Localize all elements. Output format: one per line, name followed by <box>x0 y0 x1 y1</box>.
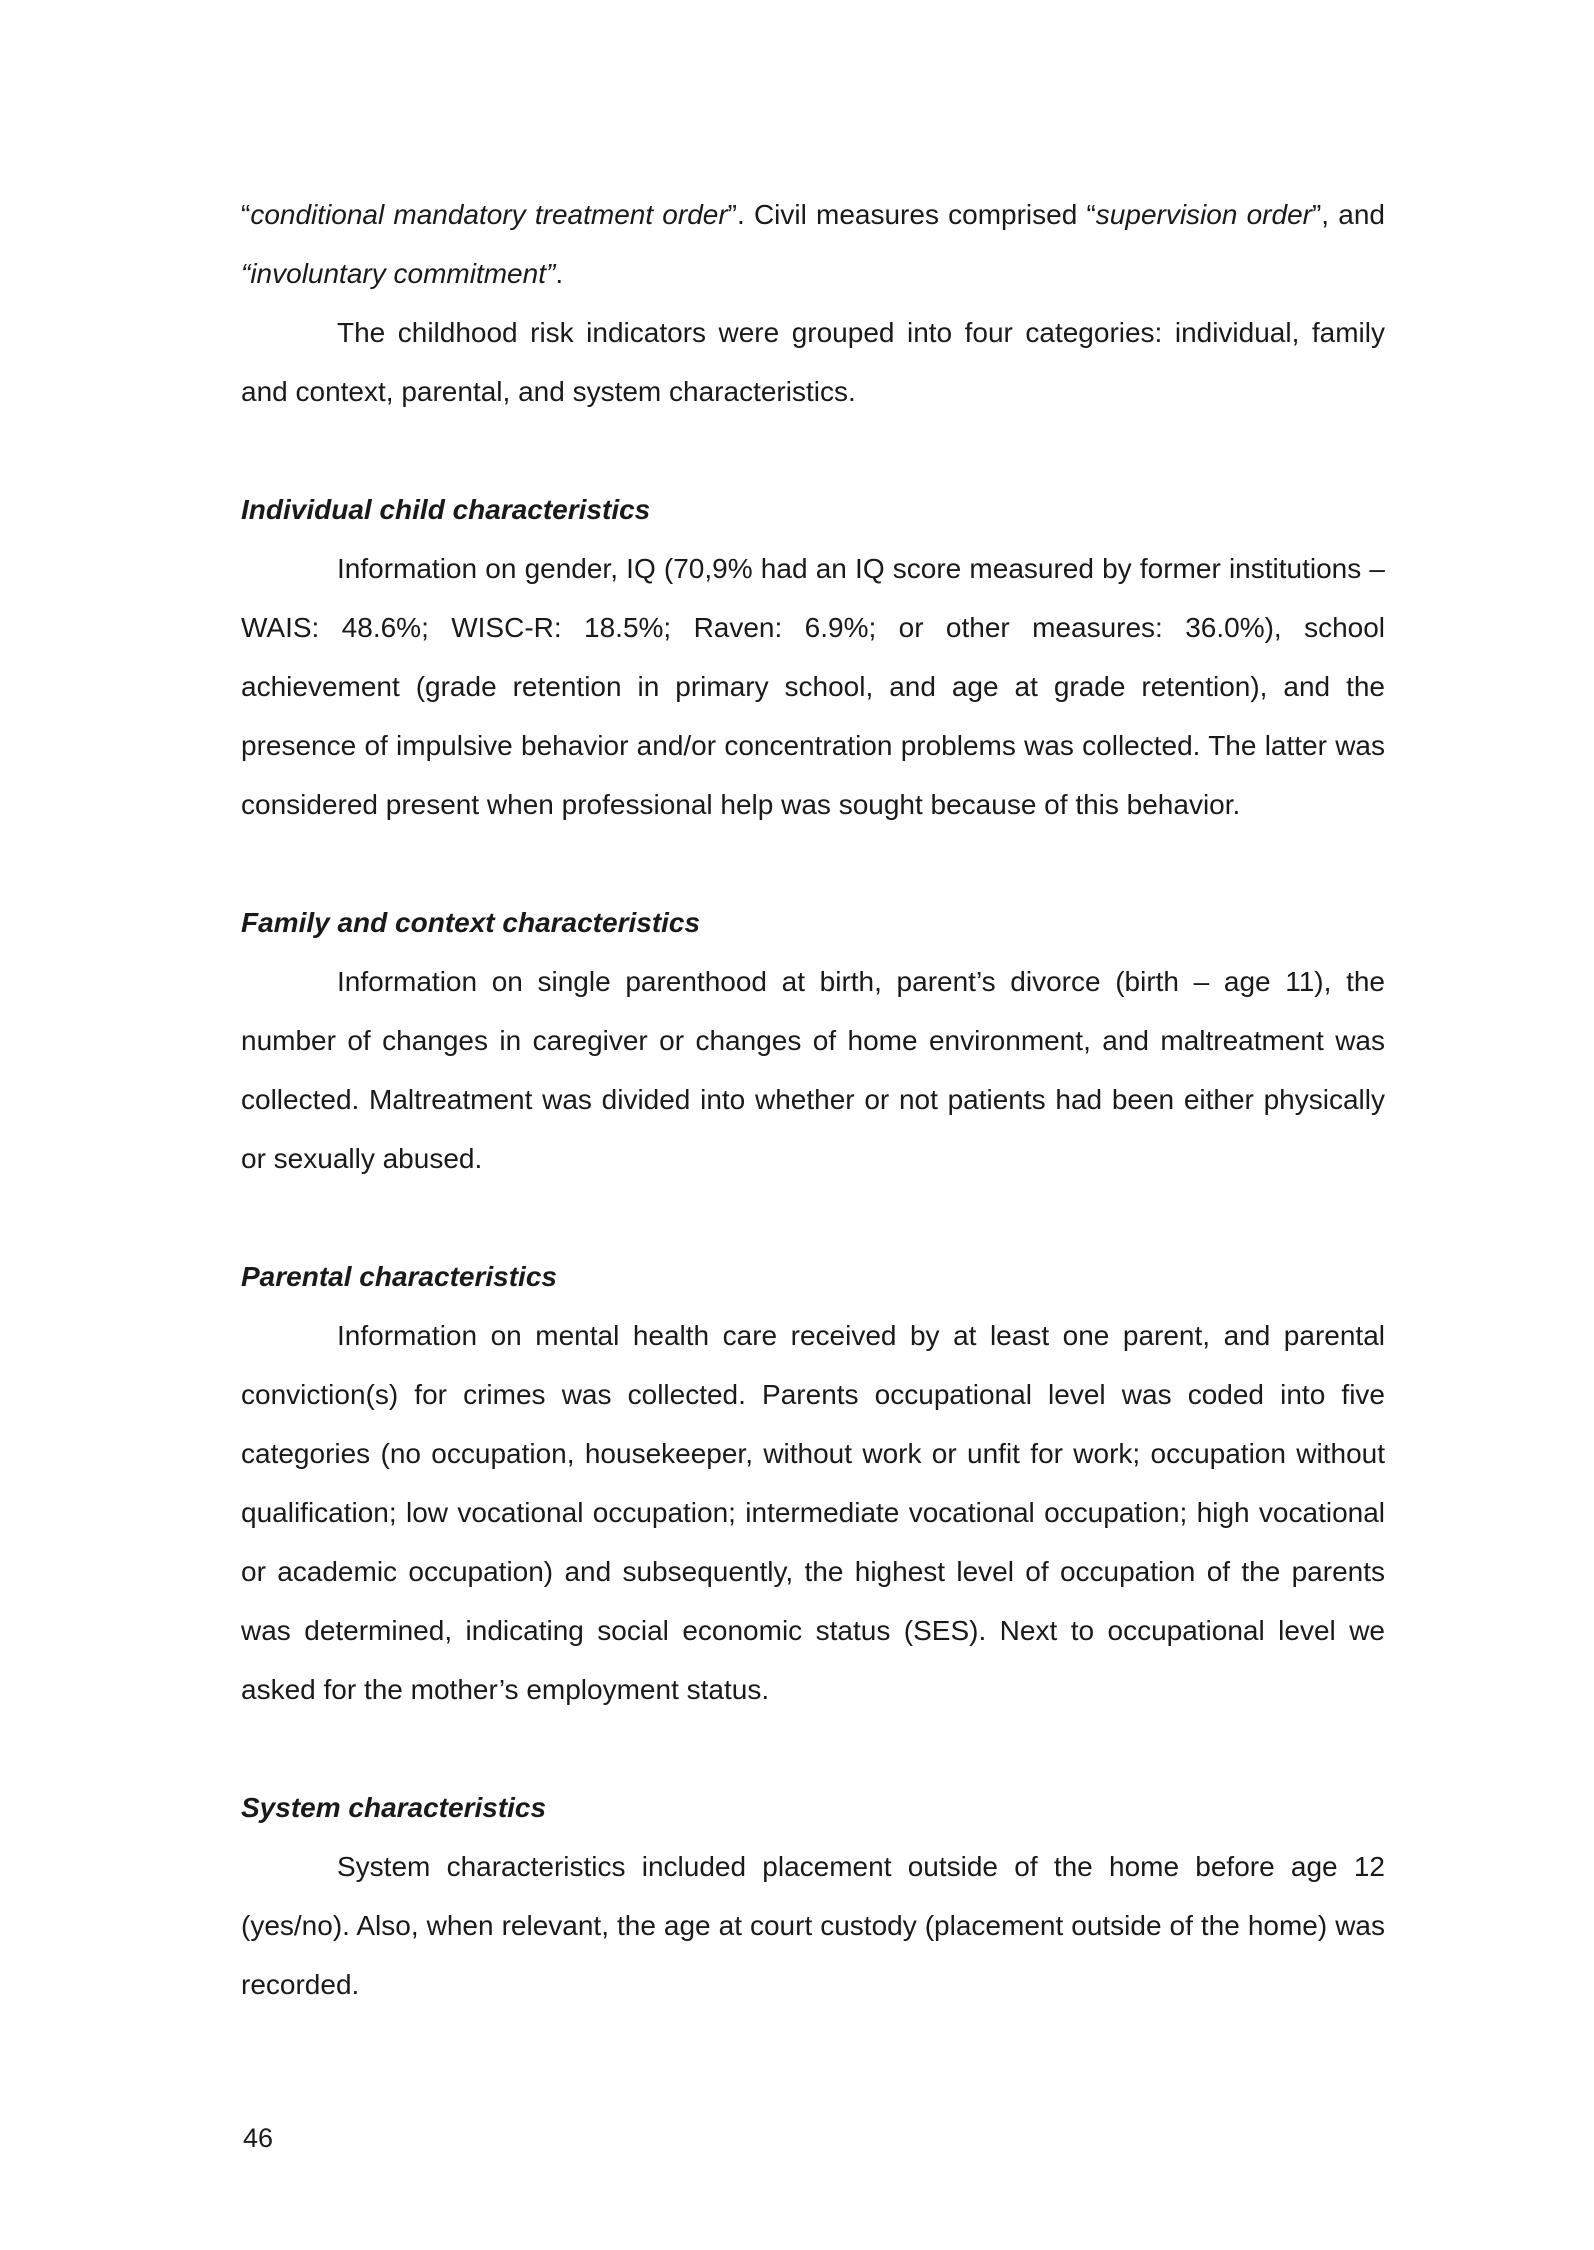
body-parental: Information on mental health care received by at least one parent, and parental conviction(s) for crimes was collected. Parents occupational level was coded into five categories (no occupation, housekeeper, without work or unfit for work; occupation without qualification; low vocational occupation; intermediate vocational occupation; high vocational or academic occupation) and subsequently, the highest level of occupation of the parents was determined, indicating social economic status (SES). Next to occupational level we asked for the mother’s employment status. <box>241 1320 1385 1705</box>
section-spacer <box>241 834 1385 893</box>
intro-text-period: . <box>555 258 564 289</box>
term-conditional-order: conditional mandatory treatment order <box>250 199 728 230</box>
intro-text-civil: ”. Civil measures comprised “ <box>727 199 1096 230</box>
body-individual-child: Information on gender, IQ (70,9% had an IQ score measured by former institutions – WAIS: 48.6%; WISC-R: 18.5%; Raven: 6.9%; or other measures: 36.0%), school achievement (grade retention in primary school, and age at grade retention), and the presence of impulsive behavior and/or concentration problems was collected. The latter was considered present when professional help was sought because of this behavior. <box>241 553 1385 820</box>
heading-family-context: Family and context characteristics <box>241 907 701 938</box>
section-spacer <box>241 421 1385 480</box>
page-number: 46 <box>243 2123 274 2153</box>
heading-individual-child: Individual child characteristics <box>241 494 651 525</box>
quote-mark: “ <box>241 199 251 230</box>
term-involuntary-commitment: “involuntary commitment” <box>241 258 556 289</box>
section-spacer <box>241 1188 1385 1247</box>
heading-parental: Parental characteristics <box>241 1261 557 1292</box>
term-supervision-order: supervision order <box>1095 199 1312 230</box>
body-family-context: Information on single parenthood at birth, parent’s divorce (birth – age 11), the number of changes in caregiver or changes of home environment, and maltreatment was collected. Maltreatment was divided into whether or not patients had been either physically or sexually abused. <box>241 966 1385 1174</box>
intro-text-and: ”, and <box>1311 199 1385 230</box>
heading-system: System characteristics <box>241 1792 547 1823</box>
intro-paragraph-continued <box>241 185 1385 303</box>
section-spacer <box>241 1719 1385 1778</box>
page-body <box>241 185 1385 2014</box>
intro-paragraph-categories: The childhood risk indicators were grouped into four categories: individual, family and context, parental, and system characteristics. <box>241 317 1385 407</box>
body-system: System characteristics included placement outside of the home before age 12 (yes/no). Also, when relevant, the age at court custody (placement outside of the home) was recorded. <box>241 1851 1385 2000</box>
